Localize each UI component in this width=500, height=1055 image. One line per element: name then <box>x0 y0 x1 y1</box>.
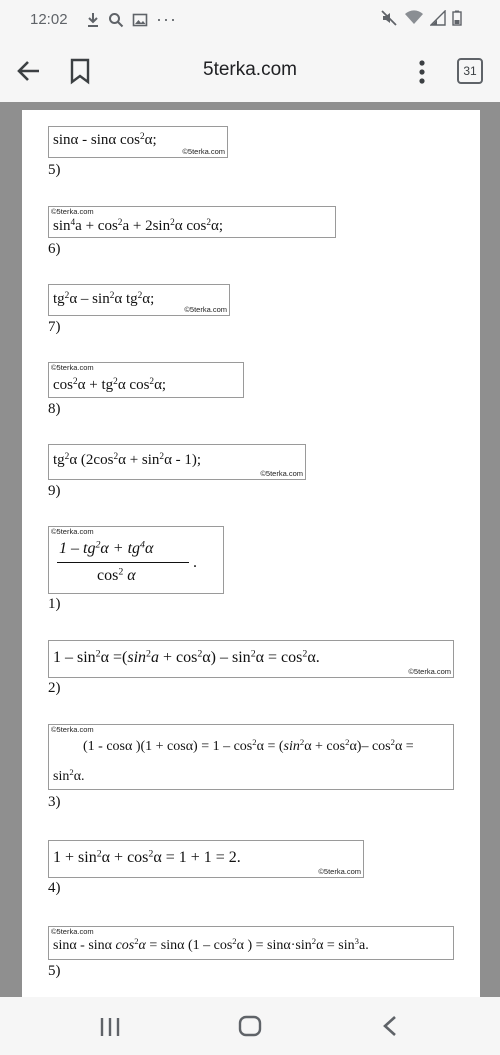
browser-toolbar <box>0 40 500 102</box>
status-bar <box>0 0 500 40</box>
more-notifications-icon: ··· <box>156 9 177 29</box>
solution-box: $1 + \sin^2\alpha + \cos^2\alpha = 1 + 1 = 2$. ©5terka.com <box>48 840 364 878</box>
watermark: ©5terka.com <box>51 927 94 936</box>
overflow-menu-icon[interactable] <box>410 57 434 87</box>
mute-icon <box>380 9 398 27</box>
item-number: 1) <box>48 596 61 612</box>
download-icon <box>86 12 100 28</box>
item-number: 8) <box>48 401 61 417</box>
expression-box: ©5terka.com $\sin^4a + \cos^2a + 2\sin^2\alpha$ $\cos^2\alpha$; <box>48 206 336 238</box>
page-content <box>22 110 480 997</box>
wifi-icon <box>404 10 424 26</box>
watermark: ©5terka.com <box>51 207 94 216</box>
tabs-count-button[interactable]: 31 <box>457 58 483 84</box>
watermark: ©5terka.com <box>51 363 94 372</box>
expression-box: ©5terka.com $\cos^2\alpha + tg^2\alpha$ $\cos^2\alpha$; <box>48 362 244 398</box>
image-icon <box>132 12 148 28</box>
item-number: 6) <box>48 241 61 257</box>
status-notifications <box>86 9 177 30</box>
watermark: ©5terka.com <box>182 147 225 156</box>
recent-apps-icon[interactable] <box>98 1016 122 1038</box>
watermark: ©5terka.com <box>260 469 303 478</box>
item-number: 4) <box>48 880 61 896</box>
item-number: 7) <box>48 319 61 335</box>
watermark: ©5terka.com <box>318 867 361 876</box>
solution-box: ©5terka.com sinα - sinα $\cos^2\alpha = \sin\alpha$ ($1 - \cos^2\alpha$ ) = $\sin\alpha\cdot\sin^2\alpha = \sin^3a$. <box>48 926 454 960</box>
back-arrow-icon[interactable] <box>14 56 44 86</box>
item-number: 3) <box>48 794 61 810</box>
home-icon[interactable] <box>237 1014 263 1038</box>
item-number: 5) <box>48 963 61 979</box>
watermark: ©5terka.com <box>51 725 94 734</box>
item-number: 5) <box>48 162 61 178</box>
expression-box: sinα - sinα $\cos^2\alpha$; ©5terka.com <box>48 126 228 158</box>
bookmark-icon[interactable] <box>67 57 93 85</box>
fraction-numerator: $1 - tg^2\alpha + tg^4\alpha$ <box>59 539 154 557</box>
expression-box: $tg^2\alpha$ $(2\cos^2\alpha + \sin^2\alpha - 1)$; ©5terka.com <box>48 444 306 480</box>
solution-box: $1 - \sin^2\alpha =(\sin^2a + \cos^2\alpha) - \sin^2\alpha = \cos^2\alpha$. ©5terka.com <box>48 640 454 678</box>
item-number: 9) <box>48 483 61 499</box>
solution-box: ©5terka.com (1 - cosα )$(1 + \cos\alpha) = 1 - \cos^2\alpha = (\sin^2\alpha + \cos^2\alpha)-$ $\cos^2\alpha$ = $\sin^2\alpha$. <box>48 724 454 790</box>
fraction-bar <box>57 562 189 563</box>
fraction-denominator: $\cos^2 \alpha$ <box>97 566 136 584</box>
back-icon[interactable] <box>380 1014 400 1038</box>
signal-icon <box>430 10 446 26</box>
item-number: 2) <box>48 680 61 696</box>
status-time: 12:02 <box>30 11 68 28</box>
expression-box: $tg^2\alpha - \sin^2\alpha$ $tg^2\alpha$; ©5terka.com <box>48 284 230 316</box>
fraction-box: ©5terka.com $1 - tg^2\alpha + tg^4\alpha$ $\cos^2 \alpha$ . <box>48 526 224 594</box>
status-system-icons <box>380 9 462 27</box>
system-nav-bar <box>0 997 500 1055</box>
battery-icon <box>452 10 462 26</box>
search-icon <box>108 12 124 28</box>
watermark: ©5terka.com <box>51 527 94 536</box>
watermark: ©5terka.com <box>408 667 451 676</box>
watermark: ©5terka.com <box>184 305 227 314</box>
page-viewport <box>0 102 500 997</box>
url-bar[interactable]: 5terka.com <box>203 59 297 80</box>
